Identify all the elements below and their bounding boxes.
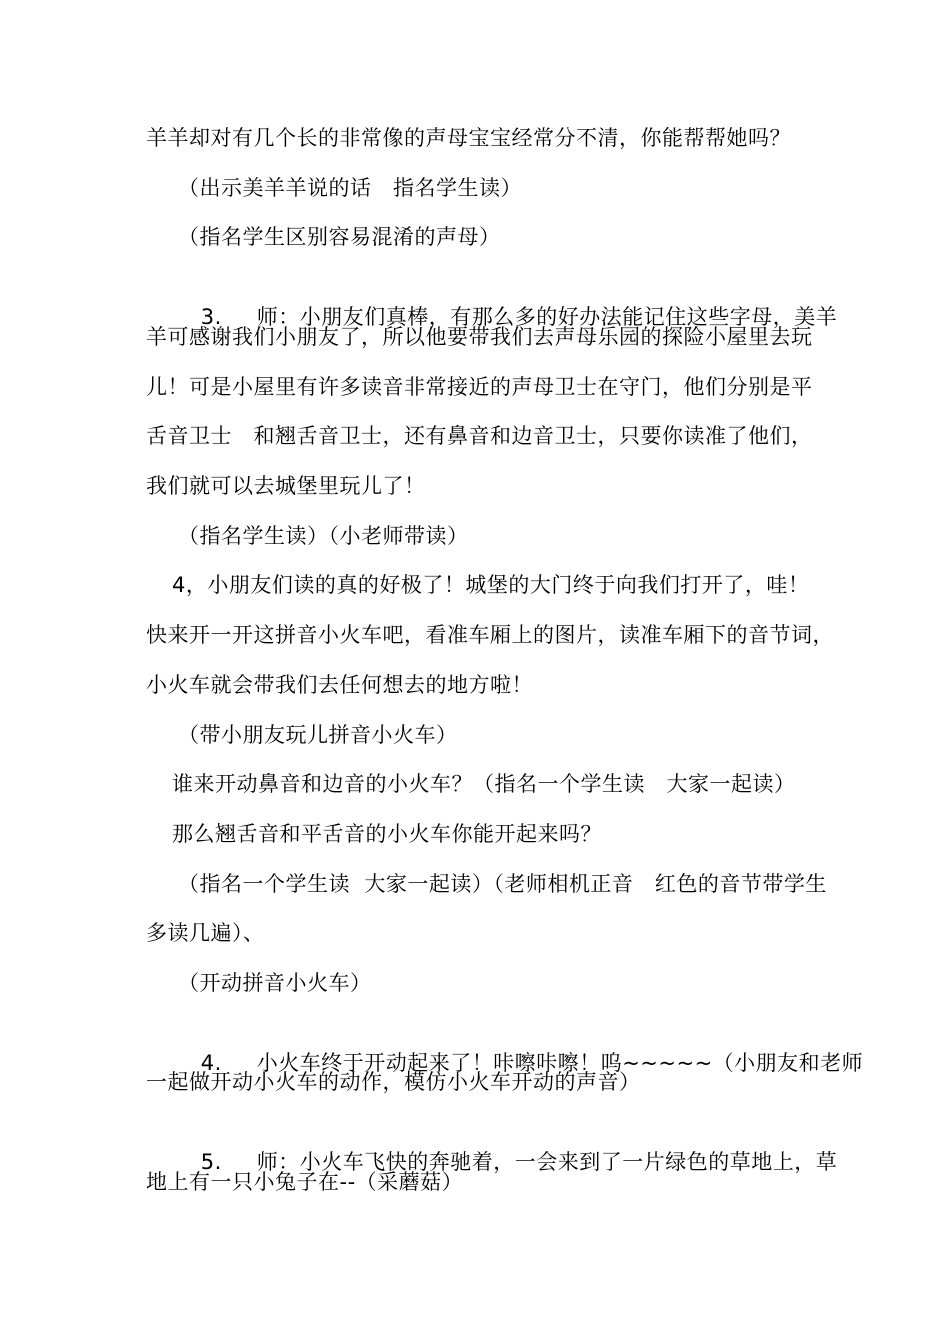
paragraph-line: （指名学生读）（小老师带读）: [178, 524, 469, 548]
item-number: 5.: [200, 1150, 222, 1174]
item-number: 3.: [200, 305, 222, 329]
paragraph-line: 多读几遍）、: [146, 921, 265, 945]
paragraph-line: 小火车就会带我们去任何想去的地方啦！: [146, 673, 533, 697]
paragraph-text: 师：小火车飞快的奔驰着，一会来到了一片绿色的草地上，草: [256, 1150, 838, 1174]
paragraph-line: 儿！可是小屋里有许多读音非常接近的声母卫士在守门，他们分别是平: [146, 375, 813, 399]
paragraph-line: 舌音卫士 和翘舌音卫士，还有鼻音和边音卫士，只要你读准了他们，: [146, 424, 813, 448]
paragraph-line: 4，小朋友们读的真的好极了！城堡的大门终于向我们打开了，哇！: [172, 573, 810, 597]
paragraph-line: 地上有一只小兔子在--（采蘑菇）: [146, 1170, 464, 1194]
paragraph-line: 羊羊却对有几个长的非常像的声母宝宝经常分不清，你能帮帮她吗？: [146, 126, 791, 150]
paragraph-line: （开动拼音小火车）: [178, 971, 372, 995]
paragraph-text: 师：小朋友们真棒，有那么多的好办法能记住这些字母，美羊: [256, 305, 838, 329]
paragraph-text: 小火车终于开动起来了！咔嚓咔嚓！呜~~~~~（小朋友和老师: [256, 1051, 864, 1075]
paragraph-line: （带小朋友玩儿拼音小火车）: [178, 723, 458, 747]
paragraph-line: 我们就可以去城堡里玩儿了！: [146, 474, 426, 498]
paragraph-line: 羊可感谢我们小朋友了，所以他要带我们去声母乐园的探险小屋里去玩: [146, 325, 813, 349]
paragraph-line: （指名一个学生读 大家一起读）（老师相机正音 红色的音节带学生: [178, 872, 827, 896]
paragraph-line: 快来开一开这拼音小火车吧，看准车厢上的图片，读准车厢下的音节词，: [146, 623, 834, 647]
paragraph-line: 谁来开动鼻音和边音的小火车？（指名一个学生读 大家一起读）: [172, 772, 796, 796]
item-number: 4.: [200, 1051, 222, 1075]
paragraph-line: （出示美羊羊说的话 指名学生读）: [178, 176, 523, 200]
paragraph-line: 那么翘舌音和平舌音的小火车你能开起来吗？: [172, 822, 602, 846]
paragraph-line: 一起做开动小火车的动作，模仿小火车开动的声音）: [146, 1070, 641, 1094]
paragraph-line: （指名学生区别容易混淆的声母）: [178, 225, 501, 249]
